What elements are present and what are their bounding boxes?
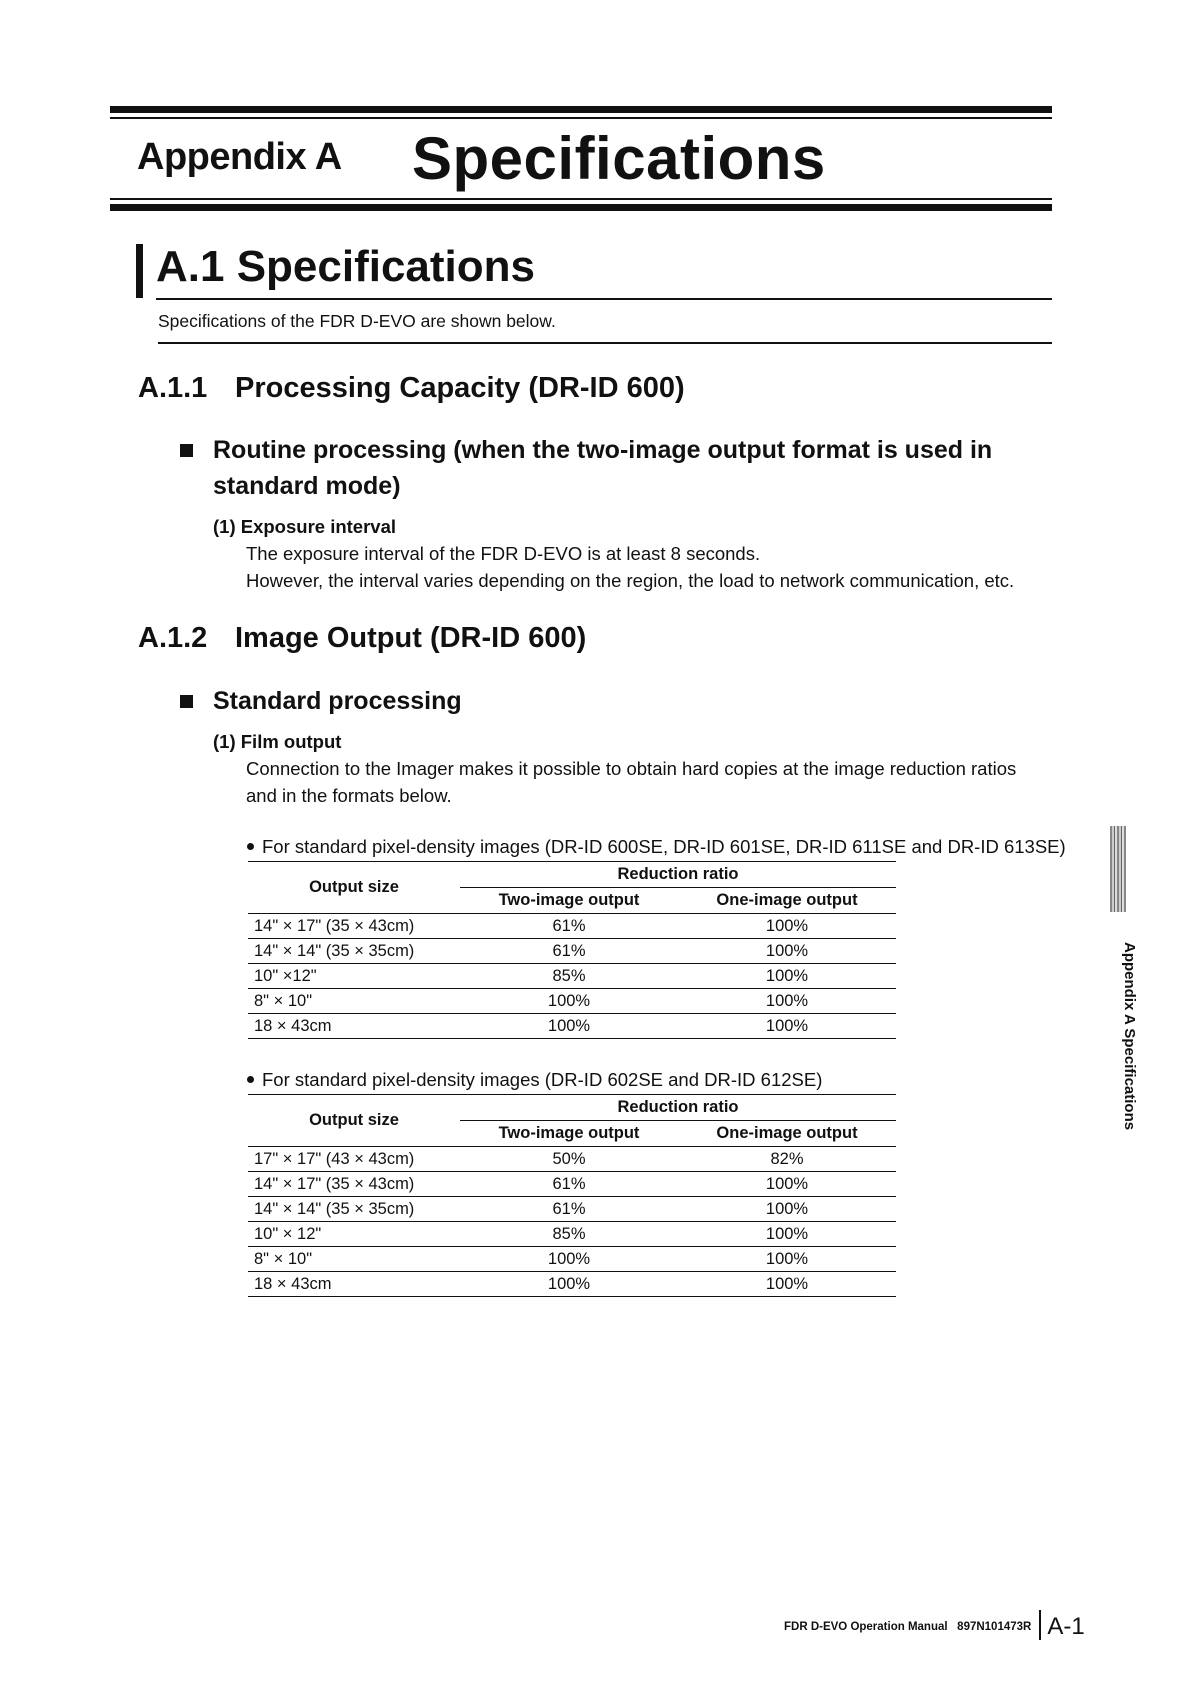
- subsection-title: Processing Capacity (DR-ID 600): [235, 372, 685, 404]
- cell-size: 8" × 10": [248, 989, 460, 1014]
- table-row: [248, 1272, 896, 1297]
- cell-two: 61%: [460, 1172, 678, 1197]
- cell-one: 100%: [678, 914, 896, 939]
- page-footer: [784, 1610, 1085, 1641]
- section-title: A.1 Specifications: [156, 242, 536, 291]
- cell-one: 100%: [678, 1272, 896, 1297]
- square-bullet-icon: [180, 695, 193, 708]
- table1-caption: [247, 836, 1066, 858]
- col-reduction-ratio: Reduction ratio: [460, 862, 896, 888]
- heading-line: Standard processing: [213, 687, 462, 715]
- top-rule-thick: [110, 106, 1052, 113]
- table-row: [248, 1197, 896, 1222]
- col-one-image: One-image output: [678, 888, 896, 914]
- subsection-title: Image Output (DR-ID 600): [235, 622, 587, 654]
- cell-two: 100%: [460, 1014, 678, 1039]
- exposure-interval-text: [246, 540, 1014, 594]
- col-output-size: Output size: [248, 862, 460, 914]
- cell-two: 100%: [460, 989, 678, 1014]
- cell-one: 100%: [678, 989, 896, 1014]
- subsection-number: A.1.1: [138, 372, 208, 404]
- table-row: [248, 914, 896, 939]
- col-two-image: Two-image output: [460, 1121, 678, 1147]
- table-row: [248, 939, 896, 964]
- routine-processing-heading: [213, 432, 992, 504]
- text-line: The exposure interval of the FDR D-EVO is at least 8 seconds.: [246, 543, 761, 564]
- cell-size: 14" × 14" (35 × 35cm): [248, 939, 460, 964]
- reduction-table-2: [248, 1094, 896, 1297]
- intro-rule: [158, 342, 1052, 344]
- cell-one: 100%: [678, 1222, 896, 1247]
- text-line: However, the interval varies depending on the region, the load to network communication, etc.: [246, 570, 1015, 591]
- cell-two: 61%: [460, 1197, 678, 1222]
- cell-two: 85%: [460, 964, 678, 989]
- cell-size: 10" ×12": [248, 964, 460, 989]
- standard-processing-heading: [213, 683, 462, 719]
- table-row: [248, 989, 896, 1014]
- film-output-text: [246, 755, 1016, 809]
- cell-one: 100%: [678, 1197, 896, 1222]
- page-number: A-1: [1047, 1613, 1085, 1640]
- cell-size: 14" × 14" (35 × 35cm): [248, 1197, 460, 1222]
- footer-doc-code: 897N101473R: [957, 1621, 1032, 1633]
- col-one-image: One-image output: [678, 1121, 896, 1147]
- cell-size: 18 × 43cm: [248, 1272, 460, 1297]
- cell-size: 14" × 17" (35 × 43cm): [248, 914, 460, 939]
- text-line: and in the formats below.: [246, 785, 452, 806]
- cell-one: 100%: [678, 939, 896, 964]
- table-row: [248, 1172, 896, 1197]
- reduction-table-1: [248, 861, 896, 1039]
- side-tab-label: Appendix A Specifications: [1121, 942, 1138, 1131]
- cell-two: 100%: [460, 1272, 678, 1297]
- subsection-heading-a12: [138, 622, 586, 655]
- chapter-side-tab: [1110, 826, 1126, 912]
- cell-one: 100%: [678, 1247, 896, 1272]
- section-intro: Specifications of the FDR D-EVO are shown below.: [158, 311, 556, 331]
- section-title-rule: [156, 298, 1052, 300]
- cell-two: 61%: [460, 914, 678, 939]
- cell-two: 85%: [460, 1222, 678, 1247]
- table-row: [248, 1147, 896, 1172]
- footer-separator: [1039, 1610, 1041, 1640]
- bullet-dot-icon: [247, 843, 254, 850]
- heading-line: standard mode): [213, 472, 401, 500]
- section-bar: [136, 244, 143, 298]
- cell-size: 8" × 10": [248, 1247, 460, 1272]
- footer-manual-name: FDR D-EVO Operation Manual: [784, 1621, 948, 1633]
- square-bullet-icon: [180, 444, 193, 457]
- exposure-interval-title: (1) Exposure interval: [213, 516, 397, 537]
- cell-size: 18 × 43cm: [248, 1014, 460, 1039]
- caption-text: For standard pixel-density images (DR-ID 600SE, DR-ID 601SE, DR-ID 611SE and DR-ID 613SE): [262, 836, 1066, 857]
- caption-text: For standard pixel-density images (DR-ID 602SE and DR-ID 612SE): [262, 1069, 823, 1090]
- top-rule-thin: [110, 117, 1052, 119]
- table-row: [248, 1247, 896, 1272]
- chapter-rule-thin: [110, 198, 1052, 200]
- col-reduction-ratio: Reduction ratio: [460, 1095, 896, 1121]
- film-output-title: (1) Film output: [213, 731, 342, 752]
- cell-one: 100%: [678, 964, 896, 989]
- cell-one: 100%: [678, 1014, 896, 1039]
- col-output-size: Output size: [248, 1095, 460, 1147]
- chapter-label: Appendix A: [137, 136, 342, 178]
- chapter-title: Specifications: [412, 125, 826, 192]
- cell-size: 17" × 17" (43 × 43cm): [248, 1147, 460, 1172]
- cell-two: 100%: [460, 1247, 678, 1272]
- subsection-number: A.1.2: [138, 622, 208, 654]
- table-row: [248, 1014, 896, 1039]
- table2-caption: [247, 1069, 822, 1091]
- table-row: [248, 964, 896, 989]
- cell-two: 61%: [460, 939, 678, 964]
- text-line: Connection to the Imager makes it possible to obtain hard copies at the image reduction ratios: [246, 758, 1017, 779]
- table-row: [248, 1222, 896, 1247]
- cell-size: 10" × 12": [248, 1222, 460, 1247]
- cell-size: 14" × 17" (35 × 43cm): [248, 1172, 460, 1197]
- chapter-rule-thick: [110, 204, 1052, 211]
- bullet-dot-icon: [247, 1076, 254, 1083]
- subsection-heading-a11: [138, 372, 685, 405]
- heading-line: Routine processing (when the two-image output format is used in: [213, 436, 993, 464]
- col-two-image: Two-image output: [460, 888, 678, 914]
- cell-one: 100%: [678, 1172, 896, 1197]
- cell-two: 50%: [460, 1147, 678, 1172]
- cell-one: 82%: [678, 1147, 896, 1172]
